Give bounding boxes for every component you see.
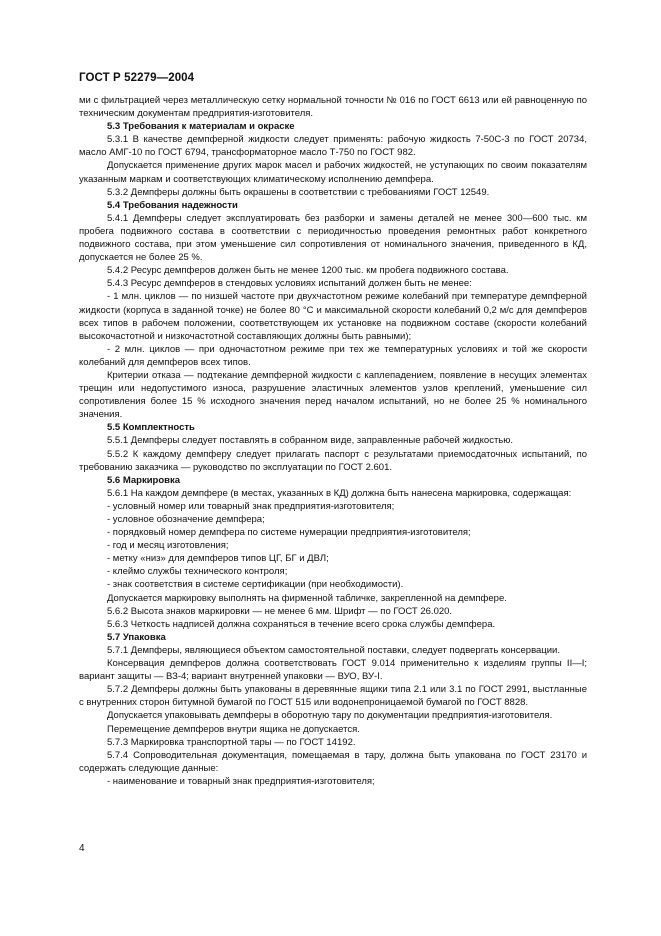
paragraph: 5.6.2 Высота знаков маркировки — не менее 6 мм. Шрифт — по ГОСТ 26.020. <box>107 605 453 617</box>
paragraph: Консервация демпферов должна соответствовать ГОСТ 9.014 применительно к изделиям группы II—I; вариант защиты — ВЗ-4; вариант внутренней упаковки — ВУО, ВУ-I. <box>79 658 587 683</box>
list-item: - условный номер или товарный знак предприятия-изготовителя; <box>107 500 395 512</box>
section-heading: 5.6 Маркировка <box>107 474 181 486</box>
paragraph: - 2 млн. циклов — при одночастотном режиме при тех же температурных условиях и той же скорости колебаний для демпферов всех типов. <box>79 343 587 368</box>
document-body <box>79 94 587 788</box>
section-heading: 5.7 Упаковка <box>107 631 166 643</box>
paragraph: 5.3.2 Демпферы должны быть окрашены в соответствии с требованиями ГОСТ 12549. <box>107 186 490 198</box>
list-item: - порядковый номер демпфера по системе нумерации предприятия-изготовителя; <box>107 527 471 539</box>
paragraph: Допускается упаковывать демпферы в оборотную тару по документации предприятия-изготовителя. <box>107 710 553 722</box>
list-item: - клеймо службы технического контроля; <box>107 566 288 578</box>
paragraph: 5.6.3 Четкость надписей должна сохраняться в течение всего срока службы демпфера. <box>107 618 496 630</box>
paragraph: 5.6.1 На каждом демпфере (в местах, указанных в КД) должна быть нанесена маркировка, содержащая: <box>107 487 572 499</box>
paragraph: Критерии отказа — подтекание демпферной жидкости с каплепадением, появление в несущих элементах трещин или недопустимого износа, разрушение эластичных элементов узлов креплений, уменьшение сил сопротивления более 15 % исходного значения перед началом испытаний, но не более 25 % номинального значения. <box>79 369 587 421</box>
paragraph: 5.7.4 Сопроводительная документация, помещаемая в тару, должна быть упакована по ГОСТ 23170 и содержать следующие данные: <box>79 749 587 774</box>
paragraph: 5.5.2 К каждому демпферу следует прилагать паспорт с результатами приемосдаточных испытаний, по требованию заказчика — руководство по эксплуатации по ГОСТ 2.601. <box>79 448 587 473</box>
paragraph: 5.3.1 В качестве демпферной жидкости следует применять: рабочую жидкость 7-50С-3 по ГОСТ 20734, масло АМГ-10 по ГОСТ 6794, трансформаторное масло Т-750 по ГОСТ 982. <box>79 134 587 159</box>
paragraph: Перемещение демпферов внутри ящика не допускается. <box>107 723 360 735</box>
section-heading: 5.5 Комплектность <box>107 422 195 434</box>
paragraph: 5.5.1 Демпферы следует поставлять в собранном виде, заправленные рабочей жидкостью. <box>107 435 514 447</box>
paragraph: 5.4.3 Ресурс демпферов в стендовых условиях испытаний должен быть не менее: <box>107 278 472 290</box>
list-item: - наименование и товарный знак предприятия-изготовителя; <box>107 775 375 787</box>
paragraph: 5.7.2 Демпферы должны быть упакованы в деревянные ящики типа 2.1 или 3.1 по ГОСТ 2991, выстланные с внутренних сторон битумной бумагой по ГОСТ 515 или водонепроницаемой бумагой по ГОСТ 8828. <box>79 684 587 709</box>
list-item: - знак соответствия в системе сертификации (при необходимости). <box>107 579 404 591</box>
paragraph: 5.4.1 Демпферы следует эксплуатировать без разборки и замены деталей не менее 300—600 тыс. км пробега подвижного состава в соответствии с периодичностью проведения ремонтных работ конкретного подвижного состава, при этом уменьшение сил сопротивления от номинального значения, приведенного в КД, допускается не более 25 %. <box>79 212 587 264</box>
list-item: - год и месяц изготовления; <box>107 540 229 552</box>
paragraph: 5.7.1 Демпферы, являющиеся объектом самостоятельной поставки, следует подвергать консервации. <box>107 644 560 656</box>
section-heading: 5.4 Требования надежности <box>107 199 238 211</box>
list-item: - метку «низ» для демпферов типов ЦГ, БГ и ДВЛ; <box>107 553 329 565</box>
paragraph: ми с фильтрацией через металлическую сетку нормальной точности № 016 по ГОСТ 6613 или ей равноценную по техническим документам предприятия-изготовителя. <box>79 95 587 120</box>
section-heading: 5.3 Требования к материалам и окраске <box>107 121 295 133</box>
page-number: 4 <box>79 843 85 854</box>
paragraph: - 1 млн. циклов — по низшей частоте при двухчастотном режиме колебаний при температуре демпферной жидкости (корпуса в заданной точке) не более 80 °С и максимальной скорости колебаний 0,2 м/с для демпферов всех типов в рабочем положении, соответствующем их установке на подвижном составе (скорости колебаний высокочастотной и низкочастотной составляющих должны быть равными); <box>79 291 587 342</box>
paragraph: Допускается применение других марок масел и рабочих жидкостей, не уступающих по своим показателям указанным маркам и соответствующих климатическому исполнению демпфера. <box>79 160 587 185</box>
list-item: - условное обозначение демпфера; <box>107 514 265 525</box>
paragraph: Допускается маркировку выполнять на фирменной табличке, закрепленной на демпфере. <box>107 592 507 604</box>
paragraph: 5.4.2 Ресурс демпферов должен быть не менее 1200 тыс. км пробега подвижного состава. <box>107 265 509 277</box>
standard-header: ГОСТ Р 52279—2004 <box>79 72 195 84</box>
paragraph: 5.7.3 Маркировка транспортной тары — по ГОСТ 14192. <box>107 736 356 748</box>
